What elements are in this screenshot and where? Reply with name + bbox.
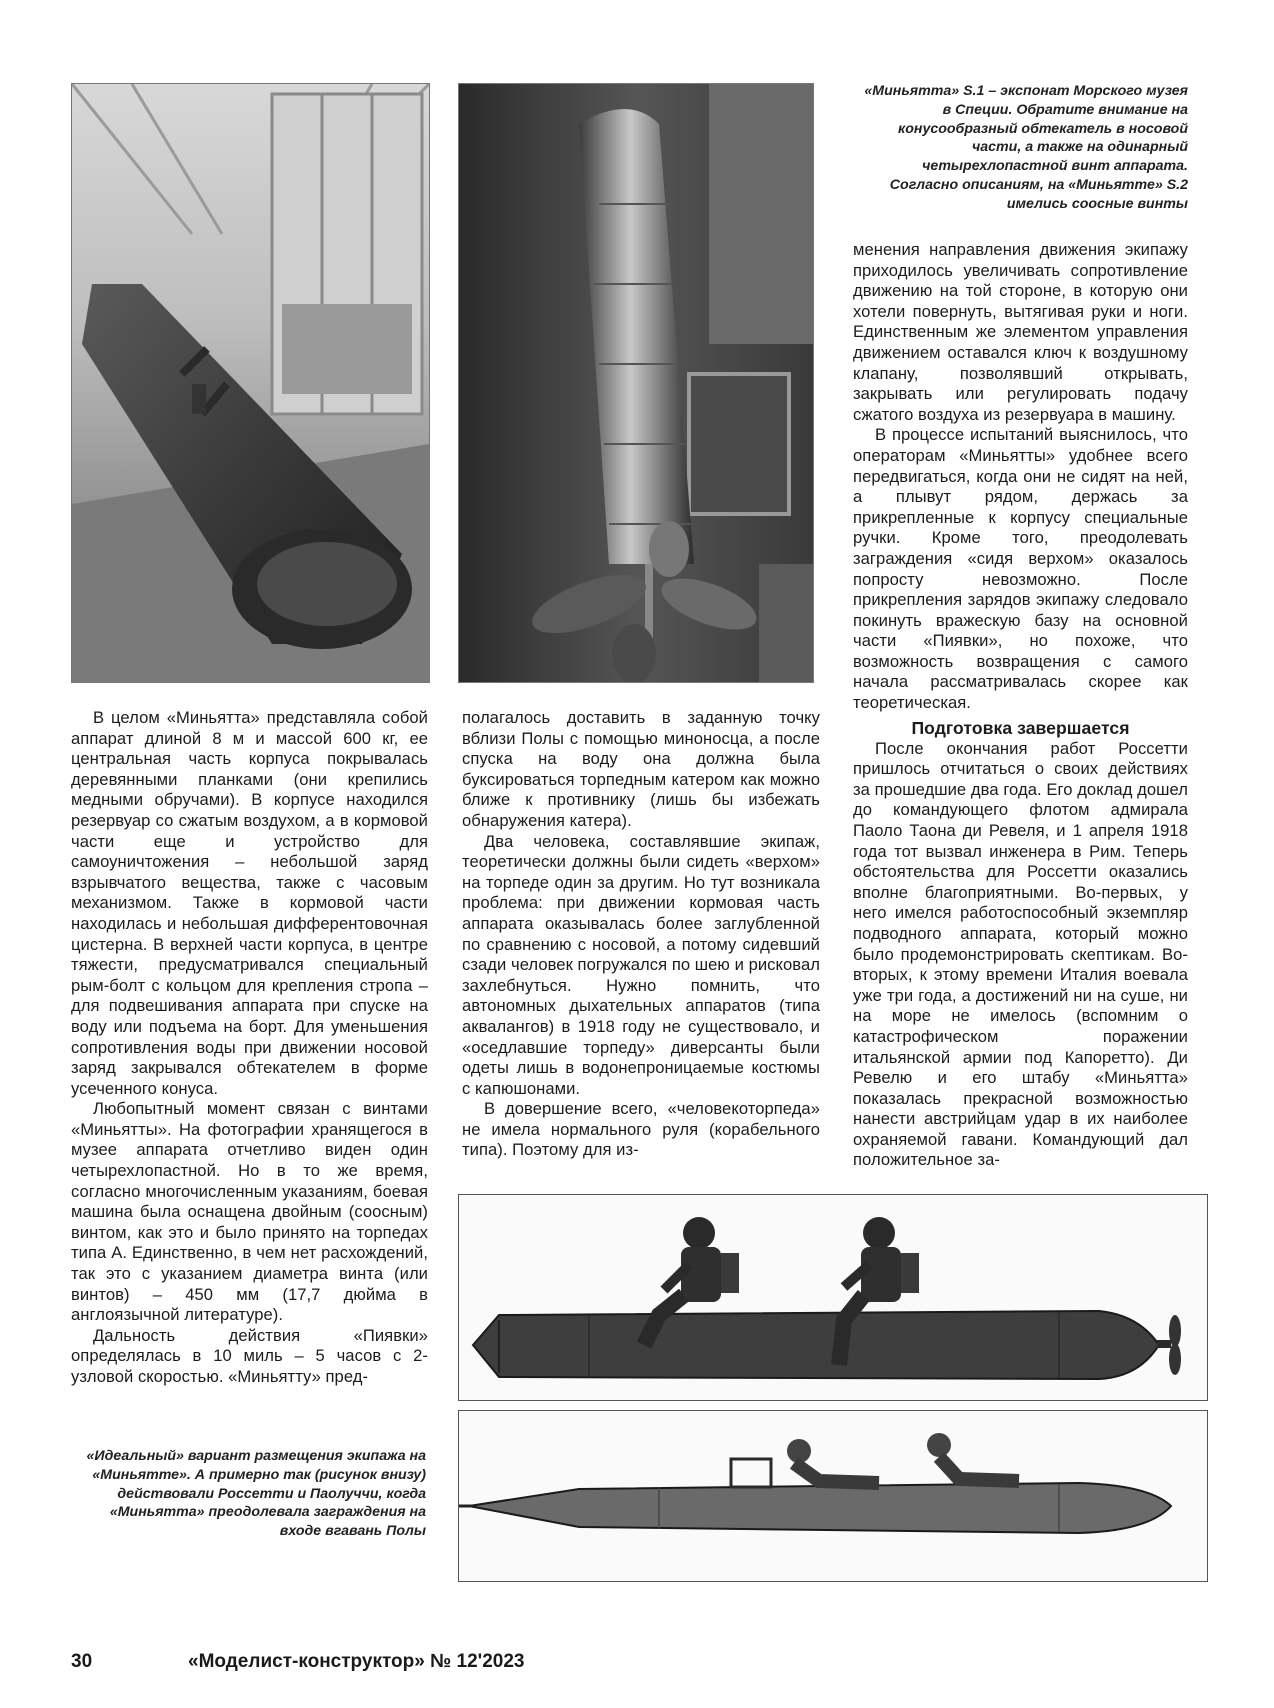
paragraph: менения направления движения экипажу приходилось увеличивать сопротивление движению на той стороне, в которую они хотели повернуть, вытягивая руки и ноги. Единственным же элементом управления движением оставался ключ к воздушному клапану, позволявший открывать, закрывать или регулировать подачу сжатого воздуха из резервуара в машину. — [853, 240, 1188, 424]
museum-torpedo-photo — [71, 83, 430, 683]
text-column-middle — [462, 708, 820, 1161]
paragraph: В процессе испытаний выяснилось, что операторам «Миньятты» удобнее всего передвигаться, когда они не сидят на ней, а плывут рядом, держась за прикрепленные к корпусу специальные ручки. Кроме того, преодолевать заграждения «сидя верхом» оказалось попросту невозможно. После прикрепления зарядов экипажу следовало покинуть вражескую базу на основной части «Пиявки», но похоже, что возможность возвращения с самого начала рассматривалась скорее как теоретическая. — [853, 425, 1188, 713]
crew-seated-drawing — [458, 1194, 1208, 1401]
drawing-caption: «Идеальный» вариант размещения экипажа на «Миньятте». А примерно так (рисунок внизу) действовали Россетти и Паолуччи, когда «Миньятта» преодолевала заграждения на входе вгавань Полы — [86, 1448, 426, 1540]
crew-swimming-drawing — [458, 1410, 1208, 1582]
text-column-right-bottom — [853, 718, 1188, 1171]
magazine-title: «Моделист-конструктор» № 12'2023 — [188, 1651, 525, 1672]
paragraph: В довершение всего, «человекоторпеда» не имела нормального руля (корабельного типа). Поэтому для из- — [462, 1099, 820, 1160]
paragraph: После окончания работ Россетти пришлось отчитаться о своих действиях за прошедшие два года. Его доклад дошел до командующего флотом адмирала Паоло Таона ди Ревеля, и 1 апреля 1918 года тот вызвал инженера в Рим. Теперь обстоятельства для Россетти оказались вполне благоприятными. Во-первых, у него имелся работоспособный экземпляр подводного аппарата, который можно было продемонстрировать скептикам. Во-вторых, к этому времени Италия воевала уже три года, а достижений ни на суше, ни на море не имелось (вспомним о катастрофическом поражении итальянской армии под Капоретто). Ди Ревелю и его штабу «Миньятта» показалась прекрасной возможностью нанести австрийцам удар в их наиболее охраняемой гавани. Командующий дал положительное за- — [853, 738, 1188, 1170]
section-heading: Подготовка завершается — [911, 718, 1130, 738]
paragraph: Дальность действия «Пиявки» определялась в 10 миль – 5 часов с 2-узловой скоростью. «Миньятту» пред- — [71, 1325, 428, 1386]
photo-caption-top: «Миньятта» S.1 – экспонат Морского музея в Специи. Обратите внимание на конусообразный обтекатель в носовой части, а также на одинарный четырехлопастной винт аппарата. Согласно описаниям, на «Миньятте» S.2 имелись соосные винты — [864, 83, 1188, 212]
page-number: 30 — [71, 1651, 93, 1672]
paragraph: Два человека, составлявшие экипаж, теоретически должны были сидеть «верхом» на торпеде один за другим. Но тут возникала проблема: при движении кормовая часть аппарата оказывалась более заглубленной по сравнению с носовой, а потому сидевший сзади человек погружался по шею и рисковал захлебнуться. Нужно помнить, что автономных дыхательных аппаратов (типа аквалангов) в 1918 году не существовало, и «оседлавшие торпеду» диверсанты были одеты лишь в водонепроницаемые костюмы с капюшонами. — [462, 831, 820, 1098]
paragraph: полагалось доставить в заданную точку вблизи Полы с помощью миноносца, а после спуска на воду она должна была буксироваться торпедным катером как можно ближе к противнику (лишь бы избежать обнаружения катера). — [462, 708, 820, 830]
text-column-left — [71, 708, 428, 1388]
torpedo-propeller-photo — [458, 83, 814, 683]
paragraph: В целом «Миньятта» представляла собой аппарат длиной 8 м и массой 600 кг, ее центральная часть корпуса покрывалась деревянными планками (они крепились медными обручами). В корпусе находился резервуар со сжатым воздухом, а в кормовой части еще и устройство для самоуничтожения – небольшой заряд взрывчатого вещества, также с часовым механизмом. Также в кормовой части находилась и небольшая дифферентовочная цистерна. В верхней части корпуса, в центре тяжести, предусматривался специальный рым-болт с кольцом для крепления стропа – для подвешивания аппарата при спуске на воду или подъема на борт. Для уменьшения сопротивления воды при движении носовой заряд закрывался обтекателем в форме усеченного конуса. — [71, 708, 428, 1098]
paragraph: Любопытный момент связан с винтами «Миньятты». На фотографии хранящегося в музее аппарата отчетливо виден один четырехлопастной. Но в то же время, согласно многочисленным указаниям, боевая машина была оснащена двойным (соосным) винтом, как это и было принято на торпедах типа А. Единственно, в чем нет расхождений, так это с указанием диаметра винта (или винтов) – 450 мм (17,7 дюйма в англоязычной литературе). — [71, 1099, 428, 1325]
text-column-right-top — [853, 240, 1188, 714]
